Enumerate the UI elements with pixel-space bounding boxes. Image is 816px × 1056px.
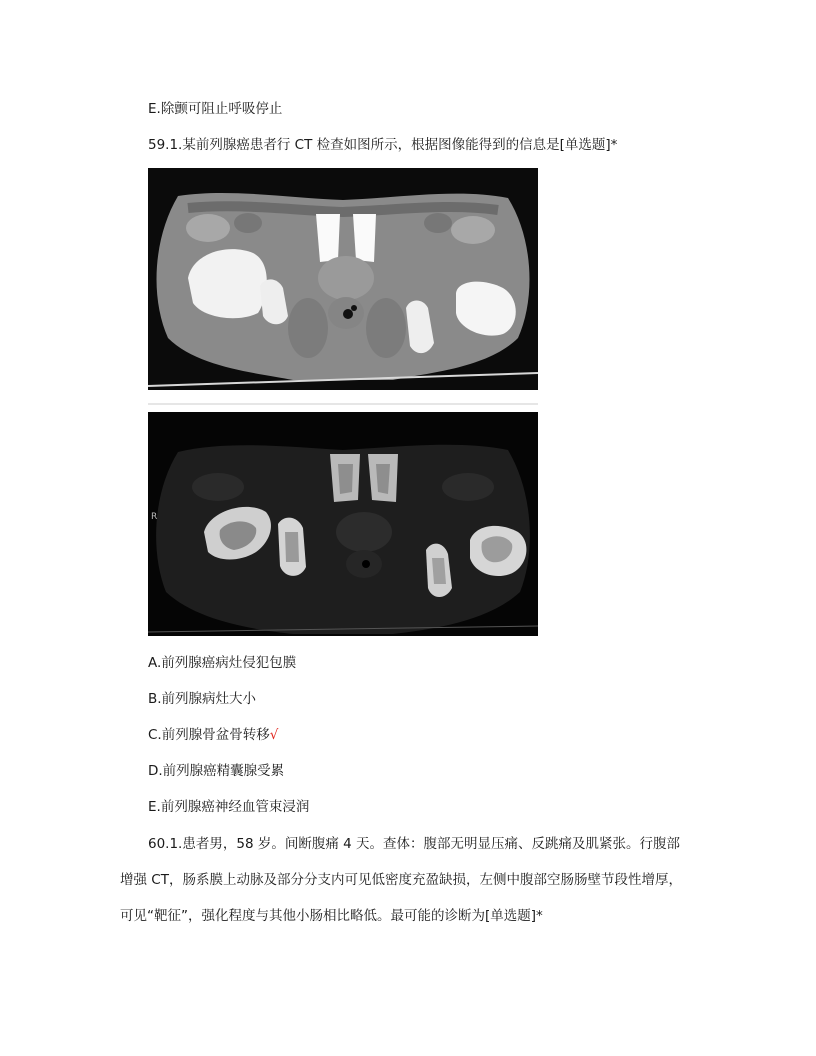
option-a-text: A.前列腺癌病灶侵犯包膜	[148, 655, 297, 671]
option-a	[148, 654, 296, 672]
correct-check-mark: √	[269, 727, 279, 743]
image-side-marker: R	[151, 512, 158, 522]
option-d	[148, 762, 284, 780]
option-e	[148, 798, 309, 816]
previous-option-e: E.除颤可阻止呼吸停止	[148, 101, 283, 117]
ct-image-soft-tissue	[148, 168, 538, 390]
option-b-text: B.前列腺病灶大小	[148, 691, 257, 707]
option-b	[148, 690, 256, 708]
ct-image-bone-window	[148, 412, 538, 636]
question-59-stem: 59.1.某前列腺癌患者行 CT 检查如图所示，根据图像能得到的信息是[单选题]*	[148, 137, 618, 153]
question-60-line-3: 可见“靶征”，强化程度与其他小肠相比略低。最可能的诊断为[单选题]*	[120, 908, 543, 924]
option-c	[148, 726, 278, 744]
option-e-text: E.前列腺癌神经血管束浸润	[148, 799, 310, 815]
option-d-text: D.前列腺癌精囊腺受累	[148, 763, 285, 779]
question-60-line-2: 增强 CT，肠系膜上动脉及部分分支内可见低密度充盈缺损，左侧中腹部空肠肠壁节段性增厚，	[120, 872, 682, 888]
image-divider	[148, 403, 538, 405]
question-60-line-1: 60.1.患者男，58 岁。间断腹痛 4 天。查体：腹部无明显压痛、反跳痛及肌紧张。行腹部	[148, 836, 680, 852]
option-c-text: C.前列腺骨盆骨转移	[148, 727, 270, 743]
